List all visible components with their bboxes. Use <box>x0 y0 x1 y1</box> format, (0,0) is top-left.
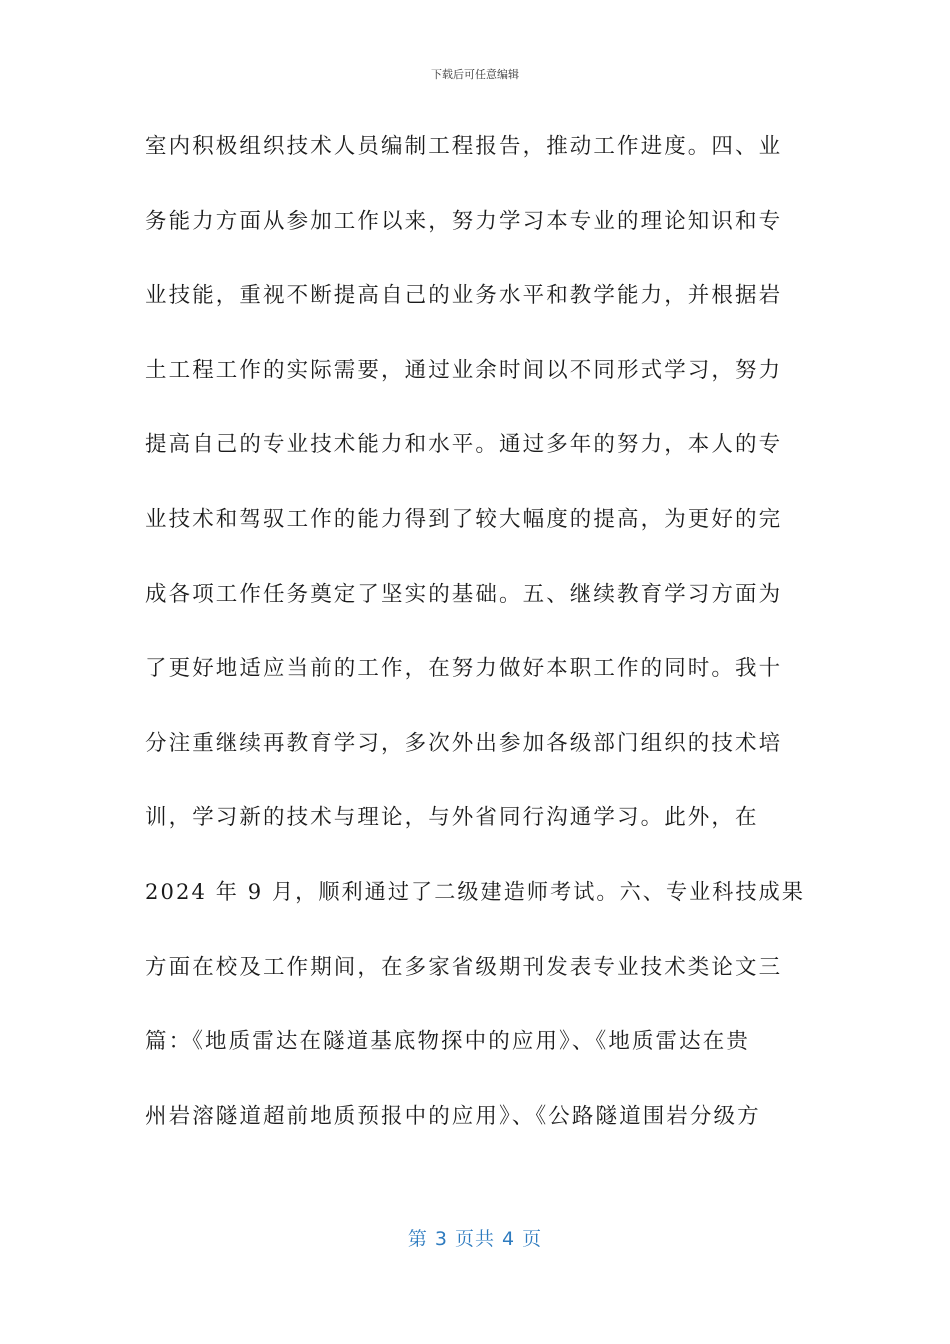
text-line <box>145 126 805 201</box>
text-line-content: 业技术和驾驭工作的能力得到了较大幅度的提高，为更好的完 <box>145 506 783 532</box>
text-line-content: 2024 年 9 月，顺利通过了二级建造师考试。六、专业科技成果 <box>145 879 805 905</box>
text-line-content: 州岩溶隧道超前地质预报中的应用》、《公路隧道围岩分级方 <box>145 1103 761 1129</box>
text-line-content: 篇：《地质雷达在隧道基底物探中的应用》、《地质雷达在贵 <box>145 1029 750 1055</box>
text-line <box>145 797 805 872</box>
text-line <box>145 1021 805 1096</box>
text-line <box>145 350 805 425</box>
text-line-content: 业技能，重视不断提高自己的业务水平和教学能力，并根据岩 <box>145 283 783 309</box>
text-line-content: 分注重继续再教育学习，多次外出参加各级部门组织的技术培 <box>145 730 783 756</box>
text-line-content: 务能力方面从参加工作以来，努力学习本专业的理论知识和专 <box>145 208 783 234</box>
page-number-footer: 第 3 页共 4 页 <box>407 1228 543 1250</box>
text-line <box>145 872 805 947</box>
text-line-content: 了更好地适应当前的工作，在努力做好本职工作的同时。我十 <box>145 656 783 682</box>
text-line-content: 土工程工作的实际需要，通过业余时间以不同形式学习，努力 <box>145 357 783 383</box>
text-line <box>145 574 805 649</box>
text-line-content: 提高自己的专业技术能力和水平。通过多年的努力，本人的专 <box>145 432 783 458</box>
document-body <box>145 126 805 1170</box>
text-line-content: 室内积极组织技术人员编制工程报告，推动工作进度。四、业 <box>145 134 783 159</box>
text-line <box>145 424 805 499</box>
text-line <box>145 947 805 1022</box>
text-line <box>145 201 805 276</box>
text-line <box>145 275 805 350</box>
text-line <box>145 648 805 723</box>
text-line-content: 训，学习新的技术与理论，与外省同行沟通学习。此外，在 <box>145 805 759 831</box>
text-line-content: 成各项工作任务奠定了坚实的基础。五、继续教育学习方面为 <box>145 581 783 607</box>
text-line <box>145 1096 805 1171</box>
text-line-content: 方面在校及工作期间，在多家省级期刊发表专业技术类论文三 <box>145 954 783 980</box>
page-header: 下载后可任意编辑 <box>431 68 519 81</box>
text-line <box>145 723 805 798</box>
text-line <box>145 499 805 574</box>
